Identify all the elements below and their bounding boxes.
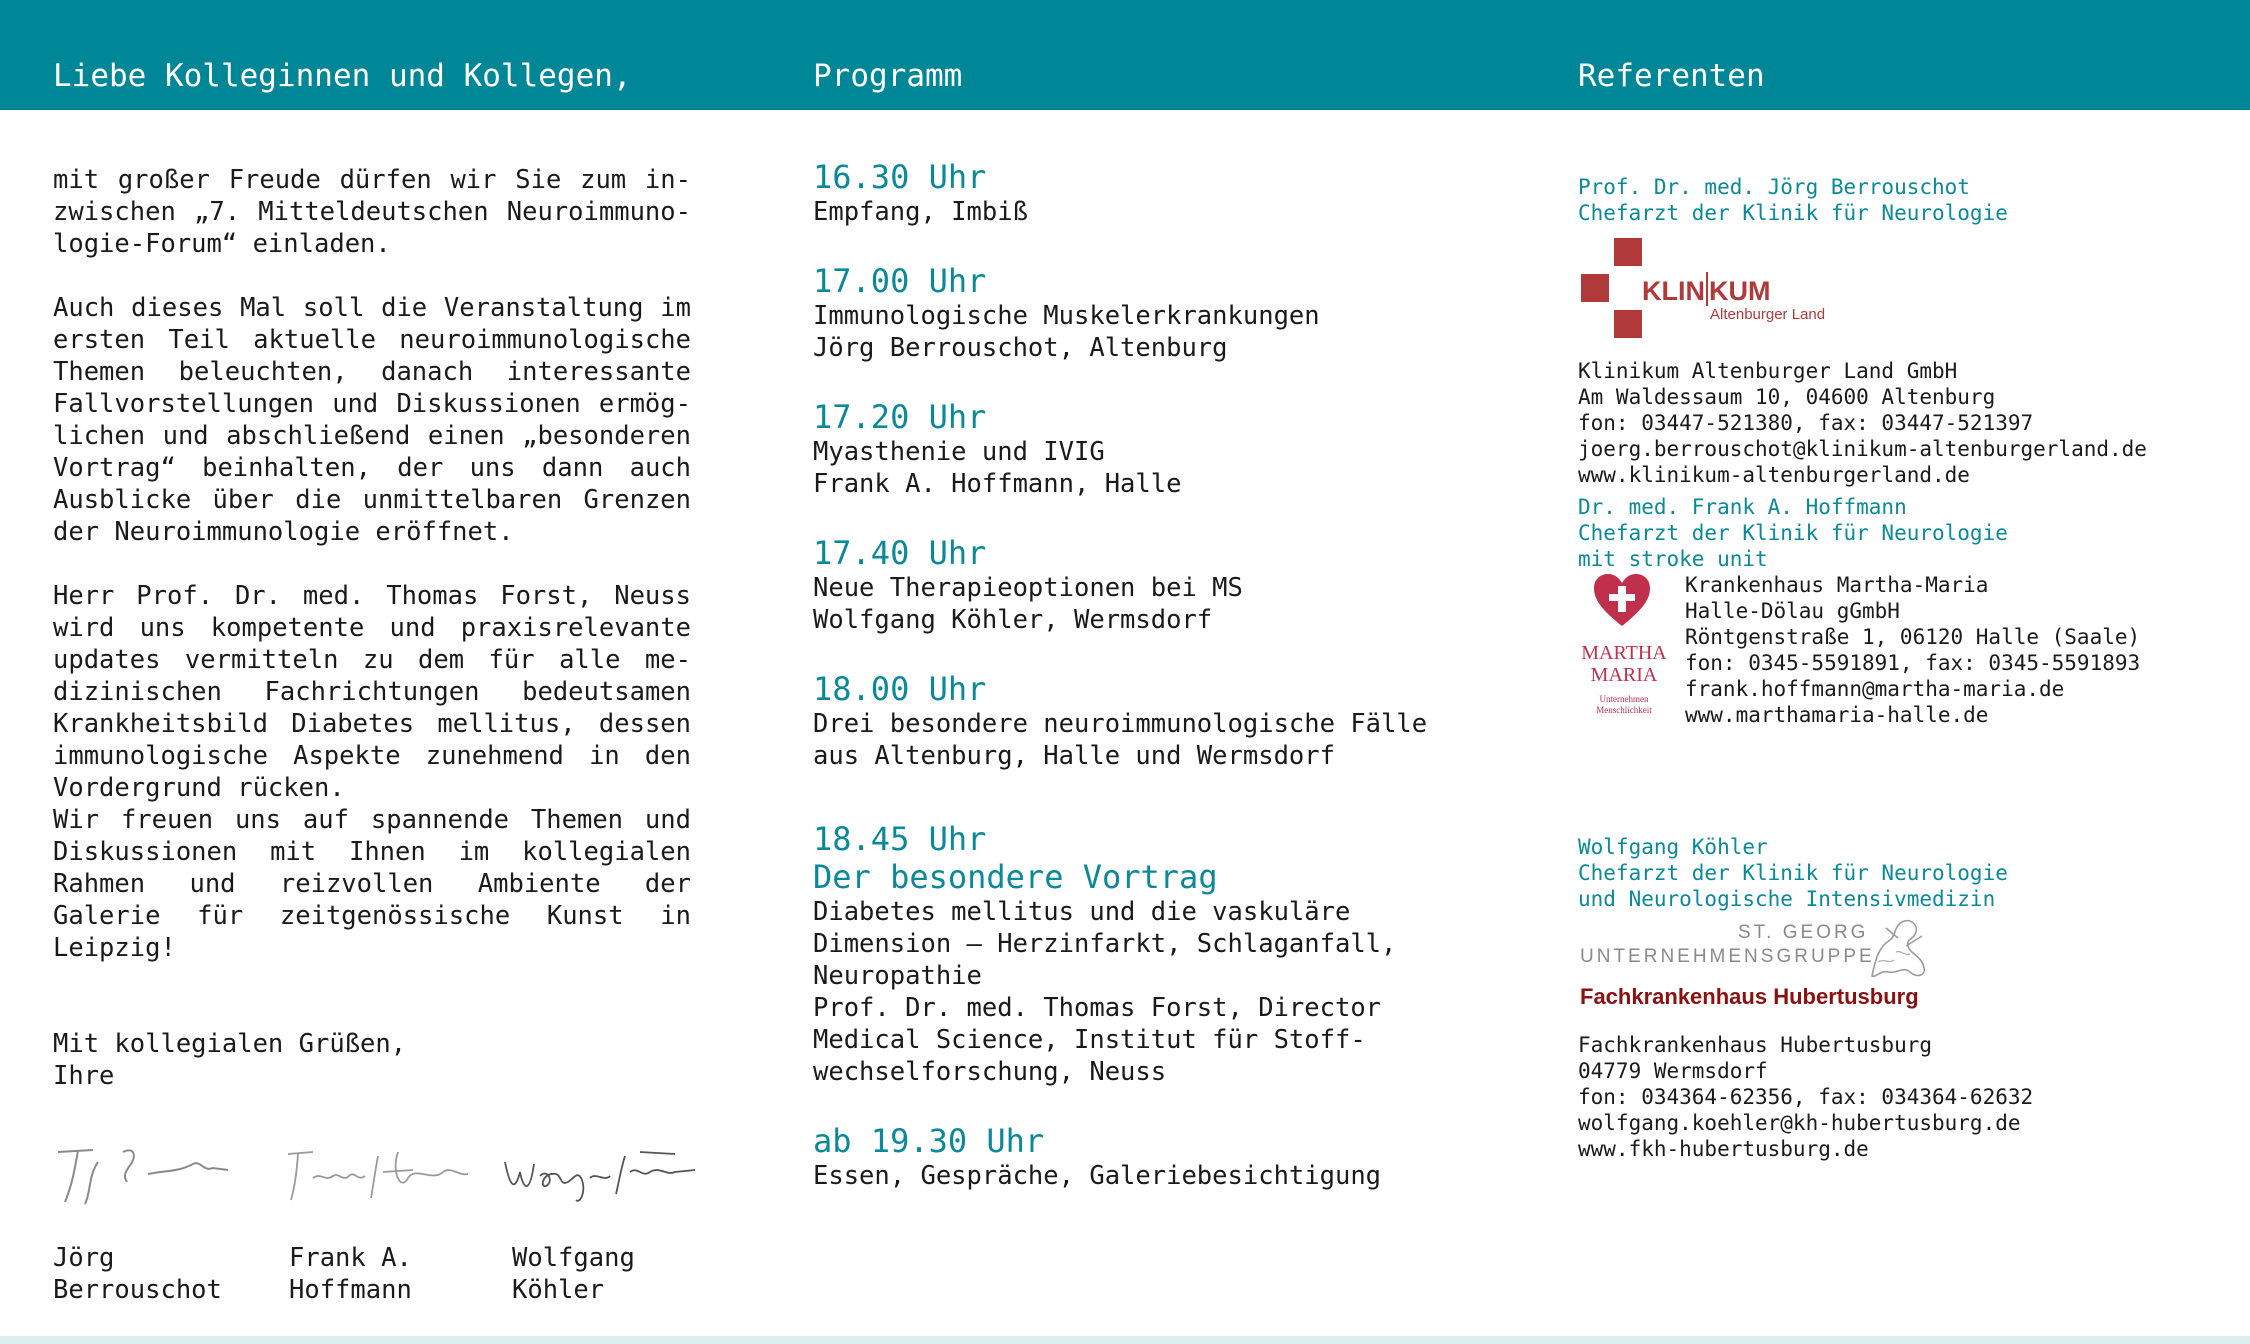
- signer-first-name: Jörg: [53, 1243, 115, 1273]
- letter-paragraph-3: Herr Prof. Dr. med. Thomas Forst, Neuss wird uns kompetente und praxisrelevante updates vermitteln zu dem für alle medizinischen Fachrichtungen bedeutsamen Krankheitsbild Diabetes mellitus, dessen immunologische Aspekte zunehmend in den Vordergrund rücken.: [53, 581, 691, 803]
- referent-name: Wolfgang Köhler: [1578, 835, 1768, 859]
- heart-cross-icon: [1592, 572, 1652, 628]
- address-line: wolfgang.koehler@kh-hubertusburg.de: [1578, 1111, 2021, 1135]
- program-time: 18.00 Uhr: [813, 670, 987, 708]
- program-time: 17.20 Uhr: [813, 398, 987, 436]
- logo-tagline: Unternehmen: [1599, 694, 1649, 704]
- signer-last-name: Berrouschot: [53, 1275, 222, 1305]
- program-item: [813, 1122, 1463, 1192]
- program-item-keynote: [813, 820, 1463, 1088]
- program-line: Essen, Gespräche, Galeriebesichtigung: [813, 1161, 1382, 1191]
- signer-koehler: [512, 1242, 635, 1306]
- logo-square-icon: [1614, 238, 1642, 266]
- referent-hoffmann: [1578, 494, 2228, 834]
- logo-text: MARTHA: [1581, 642, 1667, 664]
- program-line: Empfang, Imbiß: [813, 197, 1028, 227]
- program-item: [813, 670, 1463, 772]
- program-keynote-title: Der besondere Vortrag: [813, 858, 1218, 896]
- referent-role: mit stroke unit: [1578, 547, 1768, 571]
- program-line: Neue Therapieoptionen bei MS: [813, 573, 1243, 603]
- referent-role: Chefarzt der Klinik für Neurologie: [1578, 861, 2008, 885]
- signer-names: [53, 1242, 691, 1312]
- letter-heading: Liebe Kolleginnen und Kollegen,: [53, 58, 632, 94]
- st-george-dragon-icon: [1866, 916, 1930, 982]
- program-line: Diabetes mellitus und die vaskuläre: [813, 897, 1351, 927]
- address-line: fon: 03447-521380, fax: 03447-521397: [1578, 411, 2034, 435]
- program-line: Jörg Berrouschot, Altenburg: [813, 333, 1228, 363]
- address-line: Klinikum Altenburger Land GmbH: [1578, 359, 1958, 383]
- closing-greeting: Mit kollegialen Grüßen,: [53, 1029, 407, 1059]
- st-georg-logo: [1578, 922, 2228, 1032]
- referent-address: [1578, 1032, 2228, 1162]
- klinikum-logo: [1578, 238, 2228, 358]
- logo-square-icon: [1614, 310, 1642, 338]
- address-line: 04779 Wermsdorf: [1578, 1059, 1768, 1083]
- address-line: Fachkrankenhaus Hubertusburg: [1578, 1033, 1933, 1057]
- program-item: [813, 262, 1463, 364]
- referent-role: Chefarzt der Klinik für Neurologie: [1578, 201, 2008, 225]
- address-line: fon: 0345-5591891, fax: 0345-5591893: [1685, 651, 2141, 675]
- address-line: Am Waldessaum 10, 04600 Altenburg: [1578, 385, 1996, 409]
- letter-paragraph-1: mit großer Freude dürfen wir Sie zum inzwischen „7. Mitteldeutschen Neuroimmunologie-Forum“ einladen.: [53, 165, 691, 259]
- program-line: Frank A. Hoffmann, Halle: [813, 469, 1182, 499]
- logo-text: MARIA: [1590, 664, 1658, 686]
- program-time: 17.00 Uhr: [813, 262, 987, 300]
- logo-text: Fachkrankenhaus Hubertusburg: [1580, 984, 1919, 1009]
- signatures: [53, 1142, 691, 1242]
- program-line: Immunologische Muskelerkrankungen: [813, 301, 1320, 331]
- program-time: 18.45 Uhr: [813, 820, 987, 858]
- referent-address: [1685, 572, 2140, 728]
- referents-heading: Referenten: [1578, 58, 1765, 94]
- signer-berrouschot: [53, 1242, 222, 1306]
- letter-column: [53, 164, 691, 1312]
- referent-name: Dr. med. Frank A. Hoffmann: [1578, 495, 1907, 519]
- logo-text: UNTERNEHMENSGRUPPE: [1580, 946, 1875, 967]
- logo-text: ST. GEORG: [1738, 922, 1869, 943]
- address-line: Röntgenstraße 1, 06120 Halle (Saale): [1685, 625, 2141, 649]
- signature-berrouschot: [53, 1142, 233, 1212]
- logo-tagline: Menschlichkeit: [1596, 705, 1652, 715]
- referents-column: [1578, 174, 2228, 1162]
- referent-role: Chefarzt der Klinik für Neurologie: [1578, 521, 2008, 545]
- program-item: [813, 534, 1463, 636]
- program-line: Myasthenie und IVIG: [813, 437, 1105, 467]
- address-line: Halle-Dölau gGmbH: [1685, 599, 1900, 623]
- program-column: [813, 158, 1463, 1226]
- address-line: joerg.berrouschot@klinikum-altenburgerland.de: [1578, 437, 2147, 461]
- martha-maria-logo: [1578, 572, 1678, 732]
- program-line: Neuropathie: [813, 961, 982, 991]
- signer-first-name: Frank A.: [289, 1243, 412, 1273]
- bottom-rule: [0, 1336, 2250, 1344]
- signature-hoffmann: [283, 1142, 473, 1212]
- address-line: Krankenhaus Martha-Maria: [1685, 573, 1989, 597]
- letter-closing: [53, 1028, 691, 1092]
- address-line: www.klinikum-altenburgerland.de: [1578, 463, 1970, 487]
- signer-last-name: Hoffmann: [289, 1275, 412, 1305]
- program-item: [813, 398, 1463, 500]
- logo-wordmark: [1642, 272, 1771, 307]
- logo-square-icon: [1581, 274, 1609, 302]
- address-line: www.marthamaria-halle.de: [1685, 703, 1989, 727]
- program-line: wechselforschung, Neuss: [813, 1057, 1167, 1087]
- program-heading: Programm: [813, 58, 963, 94]
- closing-ihre: Ihre: [53, 1061, 115, 1091]
- program-time: ab 19.30 Uhr: [813, 1122, 1045, 1160]
- referent-koehler: [1578, 834, 2228, 1162]
- referent-berrouschot: [1578, 174, 2228, 494]
- signer-first-name: Wolfgang: [512, 1243, 635, 1273]
- program-line: Wolfgang Köhler, Wermsdorf: [813, 605, 1213, 635]
- letter-paragraph-4: Wir freuen uns auf spannende Themen und Diskussionen mit Ihnen im kollegialen Rahmen und reizvollen Ambiente der Galerie für zeitgenössische Kunst in Leipzig!: [53, 805, 691, 963]
- program-item: [813, 158, 1463, 228]
- address-line: frank.hoffmann@martha-maria.de: [1685, 677, 2065, 701]
- logo-divider: [1706, 272, 1708, 306]
- program-line: Dimension – Herzinfarkt, Schlaganfall,: [813, 929, 1397, 959]
- logo-word-2: KUM: [1709, 276, 1771, 306]
- letter-paragraph-2: Auch dieses Mal soll die Veranstaltung im ersten Teil aktuelle neuroimmunologische Themen beleuchten, danach interessante Fallvorstellungen und Diskussionen ermöglichen und abschließend einen „besonderen Vortrag“ beinhalten, der uns dann auch Ausblicke über die unmittelbaren Grenzen der Neuroimmunologie eröffnet.: [53, 293, 691, 547]
- program-time: 17.40 Uhr: [813, 534, 987, 572]
- referent-address: [1578, 358, 2228, 488]
- referent-name: Prof. Dr. med. Jörg Berrouschot: [1578, 175, 1970, 199]
- program-line: Medical Science, Institut für Stoff-: [813, 1025, 1366, 1055]
- signer-last-name: Köhler: [512, 1275, 605, 1305]
- signature-koehler: [500, 1142, 700, 1212]
- program-line: aus Altenburg, Halle und Wermsdorf: [813, 741, 1335, 771]
- address-line: fon: 034364-62356, fax: 034364-62632: [1578, 1085, 2034, 1109]
- program-time: 16.30 Uhr: [813, 158, 987, 196]
- logo-subtitle: Altenburger Land: [1710, 306, 1826, 323]
- address-line: www.fkh-hubertusburg.de: [1578, 1137, 1869, 1161]
- signer-hoffmann: [289, 1242, 412, 1306]
- program-line: Prof. Dr. med. Thomas Forst, Director: [813, 993, 1382, 1023]
- referent-role: und Neurologische Intensivmedizin: [1578, 887, 1996, 911]
- program-line: Drei besondere neuroimmunologische Fälle: [813, 709, 1428, 739]
- logo-word-1: KLIN: [1642, 276, 1705, 306]
